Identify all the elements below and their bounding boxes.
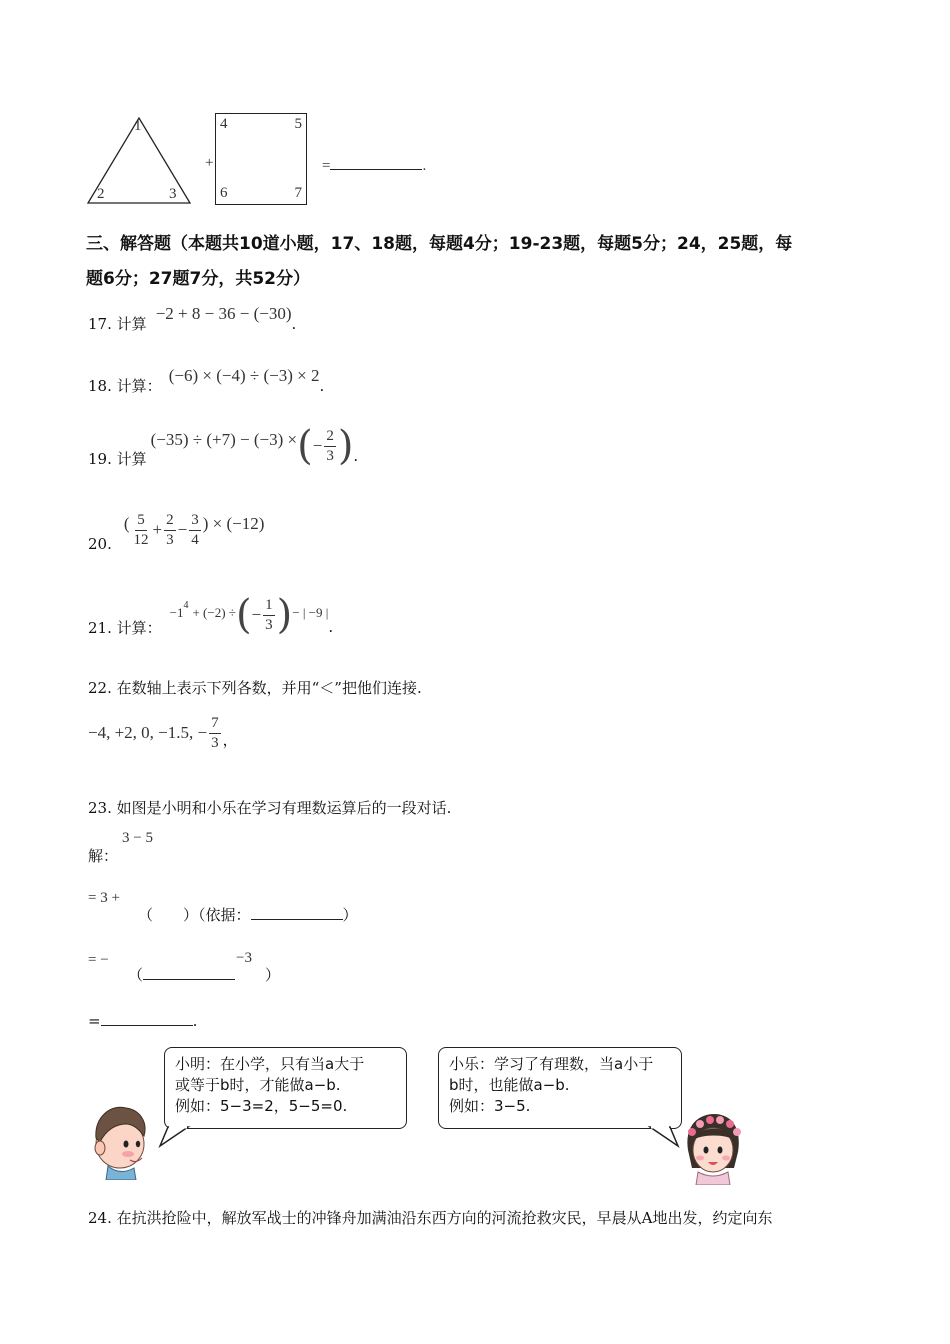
xiaoming-bubble-tail	[158, 1126, 198, 1148]
q21-frac-num: 1	[263, 598, 275, 616]
q23-line1-start: = 3 +	[88, 890, 120, 906]
plus-sign: +	[205, 155, 214, 171]
q19-minus: −	[312, 436, 323, 455]
q20-op1: +	[152, 520, 163, 539]
q23-line1-rest	[138, 904, 358, 925]
q18-label: 18. 计算：	[88, 377, 162, 395]
xiaole-girl-illustration	[680, 1110, 746, 1185]
square-figure	[215, 113, 307, 205]
xiaoming-line-3: 例如：5−3=2，5−5=0.	[175, 1097, 348, 1115]
question-19	[88, 420, 358, 472]
q21-period: .	[328, 618, 334, 636]
answer-period: .	[422, 158, 427, 174]
q21-paren-close: )	[276, 592, 293, 638]
q23-line3-period: .	[192, 1012, 198, 1030]
question-20	[88, 505, 264, 555]
q19-frac-num: 2	[324, 429, 336, 447]
q21-minus: −	[251, 605, 262, 624]
q20-f2-num: 2	[164, 513, 176, 531]
q22-number-list: −4, +2, 0, −1.5, −	[88, 723, 208, 742]
q20-label: 20.	[88, 535, 112, 553]
q21-paren-open: (	[235, 592, 252, 638]
triangle-figure	[84, 114, 194, 206]
q22-frac-den: 3	[211, 734, 219, 751]
q21-expr-c: − | −9 |	[292, 605, 329, 620]
q19-fraction	[324, 429, 336, 464]
q18-period: .	[319, 377, 325, 395]
q21-expr-a: −1	[169, 605, 184, 620]
q23-line3-equals: =	[88, 1012, 101, 1030]
q23-line2-value: −3	[236, 950, 252, 966]
question-23-text: 23. 如图是小明和小乐在学习有理数运算后的一段对话.	[88, 799, 452, 817]
question-22-numbers	[88, 708, 238, 758]
q20-fraction-2	[164, 513, 176, 548]
q22-fraction	[209, 716, 221, 751]
q23-solution-label: 解：	[88, 847, 119, 865]
q19-expression: (−35) ÷ (+7) − (−3) ×	[150, 430, 298, 449]
xiaole-speech-bubble	[438, 1047, 682, 1129]
q17-period: .	[291, 315, 297, 333]
q20-f3-den: 4	[191, 531, 199, 548]
triangle-num-right: 3	[169, 186, 177, 202]
q20-f2-den: 3	[166, 531, 174, 548]
xiaoming-speech-bubble	[164, 1047, 407, 1129]
q23-line2-start: = −	[88, 952, 109, 968]
q21-exponent: 4	[183, 599, 189, 611]
q20-op2: −	[177, 520, 188, 539]
question-21	[88, 588, 333, 642]
xiaoming-boy-illustration	[86, 1100, 156, 1180]
xiaole-line-1: 小乐：学习了有理数，当a小于	[449, 1055, 654, 1073]
shapes-answer-line	[322, 157, 426, 175]
q19-frac-den: 3	[326, 447, 334, 464]
q23-line2-rest	[128, 964, 280, 985]
q20-fraction-1	[132, 513, 151, 548]
question-18	[88, 365, 324, 395]
q21-label: 21. 计算：	[88, 618, 162, 637]
q19-paren-open: (	[297, 423, 313, 469]
q23-line2-open: （	[128, 966, 144, 984]
square-num-tr: 5	[294, 116, 302, 132]
q22-frac-num: 7	[209, 716, 221, 734]
xiaole-bubble-tail	[642, 1126, 682, 1148]
section-heading-line1: 三、解答题（本题共10道小题，17、18题，每题4分；19-23题，每题5分；24，25题，每	[86, 234, 793, 254]
q19-paren-close: )	[337, 423, 354, 469]
q21-frac-den: 3	[265, 616, 273, 633]
q20-fraction-3	[189, 513, 201, 548]
section-heading-line2: 题6分；27题7分，共52分）	[86, 269, 310, 289]
q20-f3-num: 3	[189, 513, 201, 531]
q23-line1-close: ）	[342, 906, 358, 924]
square-num-bl: 6	[220, 185, 228, 201]
question-24-text: 24. 在抗洪抢险中，解放军战士的冲锋舟加满油沿东西方向的河流抢救灾民，早晨从A地出发，约定向东	[88, 1209, 773, 1227]
q23-line3	[88, 1012, 197, 1030]
question-22-text: 22. 在数轴上表示下列各数，并用“＜”把他们连接.	[88, 679, 422, 697]
xiaoming-line-2: 或等于b时，才能做a−b.	[175, 1076, 341, 1094]
q23-line2-close: ）	[265, 966, 281, 984]
xiaole-line-3: 例如：3−5.	[449, 1097, 531, 1115]
triangle-num-top: 1	[134, 118, 142, 134]
q19-period: .	[353, 447, 359, 465]
equals-sign: =	[322, 158, 331, 174]
xiaole-line-2: b时，也能做a−b.	[449, 1076, 570, 1094]
q23-basis-blank[interactable]	[251, 907, 343, 920]
triangle-num-left: 2	[97, 186, 105, 202]
q20-open-paren: (	[123, 514, 130, 533]
q21-expr-b: + (−2) ÷	[192, 605, 236, 620]
q21-fraction	[263, 598, 275, 633]
q23-line1-basis: （ ）（依据：	[138, 906, 251, 924]
q20-f1-den: 12	[133, 531, 149, 548]
q22-end: ，	[222, 730, 238, 749]
xiaoming-line-1: 小明：在小学，只有当a大于	[175, 1055, 365, 1073]
square-num-br: 7	[294, 185, 302, 201]
q17-label: 17. 计算	[88, 315, 147, 333]
q20-f1-num: 5	[135, 513, 147, 531]
question-17	[88, 303, 296, 333]
q23-expr0: 3 − 5	[122, 830, 153, 846]
q23-line3-blank[interactable]	[101, 1013, 193, 1026]
q20-tail: ) × (−12)	[202, 514, 265, 533]
q19-label: 19. 计算	[88, 449, 147, 468]
q23-line2-blank[interactable]	[143, 967, 235, 980]
answer-blank[interactable]	[330, 157, 422, 170]
square-num-tl: 4	[220, 116, 228, 132]
q17-expression: −2 + 8 − 36 − (−30)	[155, 304, 292, 323]
q18-expression: (−6) × (−4) ÷ (−3) × 2	[168, 366, 320, 385]
